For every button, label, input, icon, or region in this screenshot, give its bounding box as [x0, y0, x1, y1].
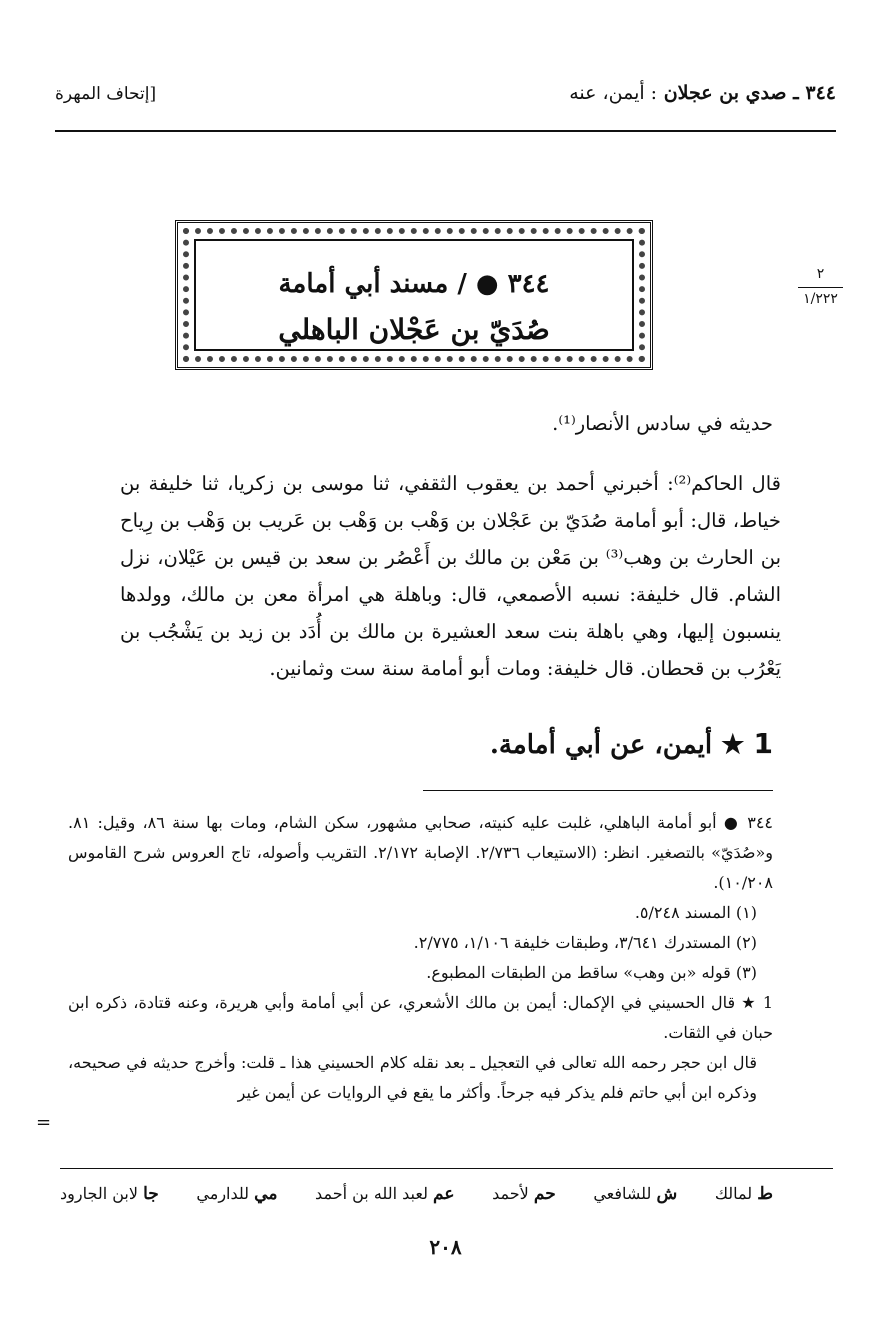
- footnote-rule: [423, 790, 773, 791]
- abbreviation-item: [60, 1184, 159, 1204]
- abbreviation-meaning: لعبد الله بن أحمد: [315, 1184, 428, 1203]
- abbreviation-meaning: للشافعي: [593, 1184, 652, 1203]
- abbreviation-code: عم: [433, 1184, 455, 1204]
- chapter-title-line1: ٣٤٤ ● / مسند أبي أمامة: [278, 269, 550, 299]
- continuation-mark: =: [36, 1112, 52, 1133]
- hadith-number: 1: [753, 727, 773, 760]
- book-title: [إتحاف المهرة: [55, 84, 157, 104]
- abbreviation-code: حم: [533, 1184, 556, 1204]
- abbreviation-code: جا: [143, 1184, 159, 1204]
- abbreviation-item: [492, 1184, 556, 1204]
- margin-ref-page: ١/٢٢٢: [798, 287, 843, 308]
- abbreviations-key: [60, 1184, 773, 1204]
- footnote-entry: (١) المسند ٥/٢٤٨.: [634, 903, 757, 922]
- hadith-heading: [490, 727, 773, 760]
- intro-line: [118, 405, 773, 442]
- abbreviation-item: [715, 1184, 773, 1204]
- intro-paragraph: حديثه في سادس الأنصار⁽¹⁾.: [552, 412, 773, 435]
- footnote-entry: (٣) قوله «بن وهب» ساقط من الطبقات المطبوع.: [426, 963, 757, 982]
- abbreviation-code: ش: [656, 1184, 678, 1204]
- title-inner-frame: [194, 239, 634, 351]
- running-title-rest: : أيمن، عنه: [569, 82, 658, 104]
- chapter-title-line2: صُدَيّ بن عَجْلان الباهلي: [278, 313, 550, 346]
- chapter-title-frame: [175, 220, 653, 370]
- footnote-entry: ٣٤٤ ● أبو أمامة الباهلي، غلبت عليه كنيته، صحابي مشهور، سكن الشام، ومات بها سنة ٨٦، وقيل: ٨١. و«صُدَيّ» بالتصغير. انظر: (الاستيعاب ٢/٧٣٦. الإصابة ٢/١٧٢. التقريب وأصوله، تاج العروس شرح القاموس ١٠/٢٠٨).: [68, 813, 774, 892]
- abbreviation-item: [196, 1184, 277, 1204]
- page-number: ٢٠٨: [429, 1235, 462, 1259]
- footnotes: [68, 808, 773, 1108]
- abbreviation-meaning: للدارمي: [196, 1184, 250, 1203]
- running-header: [55, 78, 836, 118]
- main-text: [120, 465, 781, 687]
- footnote-entry: (٢) المستدرك ٣/٦٤١، وطبقات خليفة ١/١٠٦، ٢/٧٧٥.: [413, 933, 757, 952]
- running-title: [569, 82, 836, 104]
- footnote-entry: 1 ★ قال الحسيني في الإكمال: أيمن بن مالك الأشعري، عن أبي أمامة وأبي هريرة، وعنه قتادة، ذكره ابن حبان في الثقات.: [68, 993, 774, 1042]
- main-paragraph: قال الحاكم⁽²⁾: أخبرني أحمد بن يعقوب الثقفي، ثنا موسى بن زكريا، ثنا خليفة بن خياط، قال: أبو أمامة صُدَيّ بن عَجْلان بن وَهْب بن وَهْب بن عَريب بن وَهْب بن رِياح بن الحارث بن وهب⁽³⁾ بن مَعْن بن مالك بن أَعْصُر بن سعد بن قيس بن عَيْلان، نزل الشام. قال خليفة: نسبه الأصمعي، قال: وباهلة هي امرأة معن بن مالك، وولدها ينسبون إليها، وهي باهلة بنت سعد العشيرة بن مالك بن أُدَد بن زيد بن يَشْجُب بن يَعْرُب بن قحطان. قال خليفة: ومات أبو أمامة سنة ست وثمانين.: [120, 472, 781, 680]
- abbreviation-meaning: لمالك: [714, 1184, 753, 1203]
- abbreviations-rule: [60, 1168, 833, 1169]
- hadith-title: أيمن، عن أبي أمامة.: [489, 730, 713, 760]
- header-rule: [55, 130, 836, 132]
- margin-reference: [798, 265, 843, 308]
- abbreviation-item: [593, 1184, 677, 1204]
- running-title-bold: ٣٤٤ ـ صدي بن عجلان: [663, 82, 836, 104]
- star-icon: ★: [721, 730, 745, 760]
- footnote-entry: قال ابن حجر رحمه الله تعالى في التعجيل ـ بعد نقله كلام الحسيني هذا ـ قلت: وأخرج حديثه في صحيحه، وذكره ابن أبي حاتم فلم يذكر فيه جرحاً. وأكثر ما يقع في الروايات عن أيمن غير: [68, 1053, 757, 1102]
- abbreviation-code: مي: [254, 1184, 278, 1204]
- abbreviation-meaning: لابن الجارود: [60, 1184, 138, 1203]
- abbreviation-code: ط: [757, 1184, 773, 1204]
- abbreviation-meaning: لأحمد: [492, 1184, 529, 1203]
- abbreviation-item: [315, 1184, 454, 1204]
- margin-ref-volume: ٢: [816, 266, 825, 282]
